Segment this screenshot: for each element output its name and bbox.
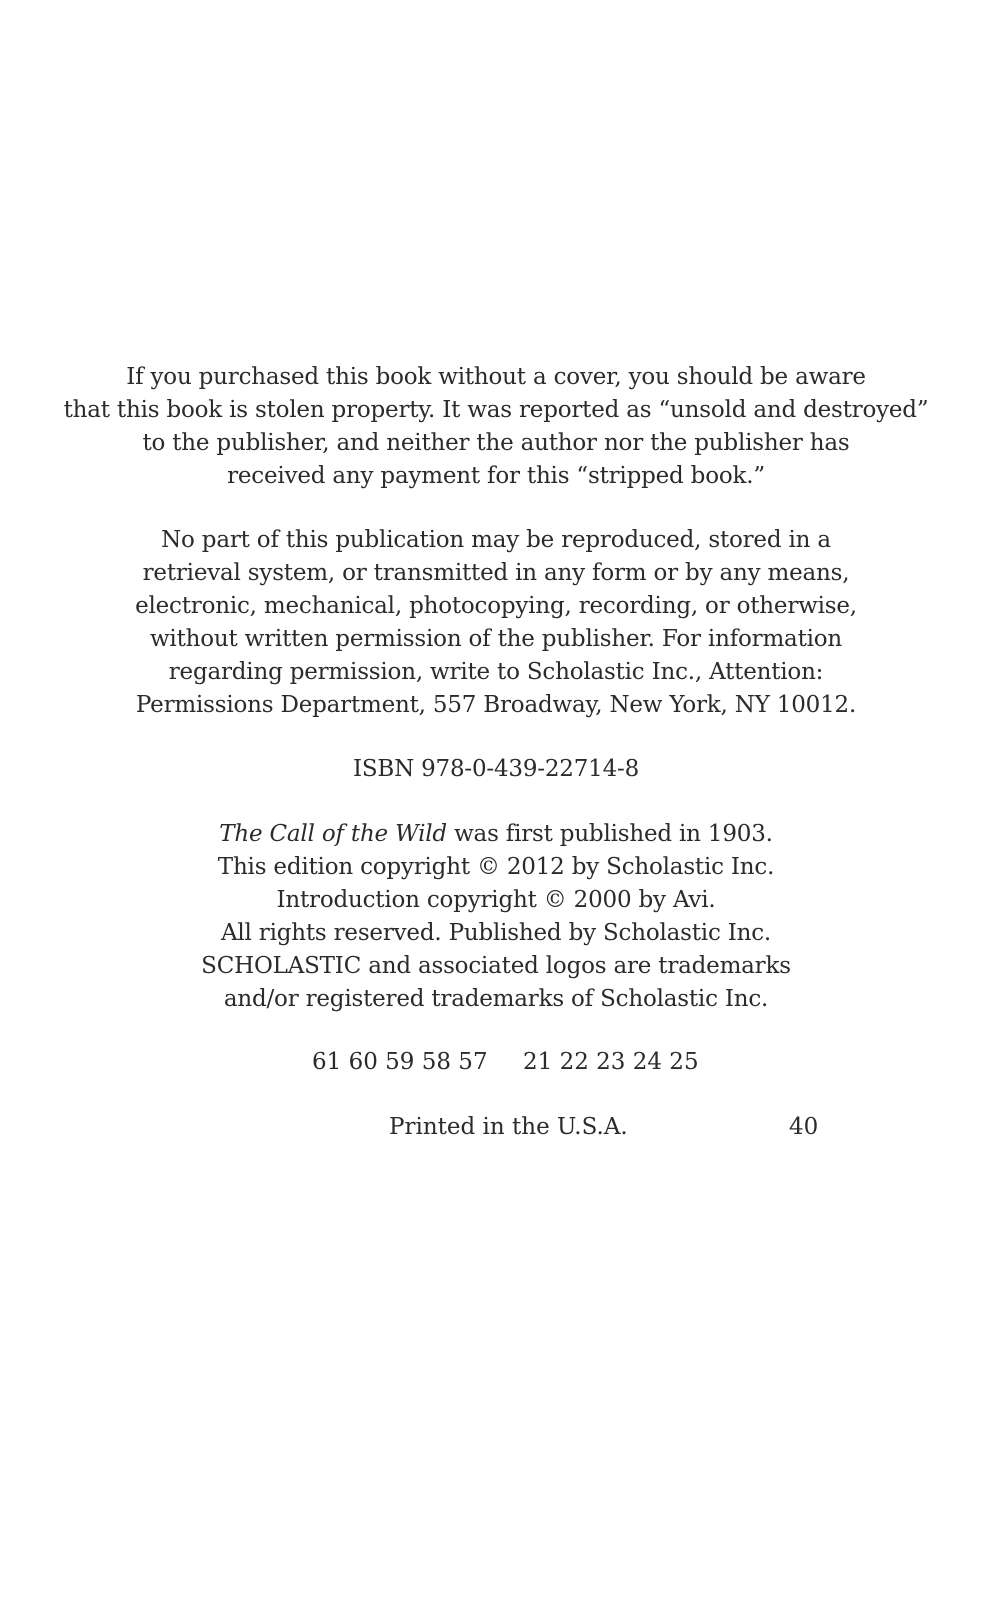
notice-line: received any payment for this “stripped book.”: [227, 463, 765, 489]
first-published-line: [0, 818, 992, 851]
rights-line: No part of this publication may be reproduced, stored in a: [161, 527, 831, 553]
book-title: The Call of the Wild: [219, 821, 447, 847]
plant-code: 40: [789, 1114, 819, 1140]
notice-line: If you purchased this book without a cover, you should be aware: [126, 364, 866, 390]
copyright-line: All rights reserved. Published by Scholastic Inc.: [220, 920, 772, 946]
rights-line: regarding permission, write to Scholastic Inc., Attention:: [168, 659, 824, 685]
notice-line: to the publisher, and neither the author nor the publisher has: [142, 430, 850, 456]
copyright-line: Introduction copyright © 2000 by Avi.: [276, 887, 716, 913]
copyright-line: and/or registered trademarks of Scholastic Inc.: [223, 986, 769, 1012]
printed-in-text: Printed in the U.S.A.: [389, 1114, 628, 1140]
printing-numbers-right: 21 22 23 24 25: [523, 1049, 699, 1075]
isbn-number: ISBN 978-0-439-22714-8: [352, 756, 640, 782]
rights-line: without written permission of the publisher. For information: [149, 626, 843, 652]
isbn-block: [0, 753, 992, 786]
copyright-line: SCHOLASTIC and associated logos are trademarks: [201, 953, 791, 979]
rights-line: Permissions Department, 557 Broadway, New York, NY 10012.: [135, 692, 857, 718]
rights-line: electronic, mechanical, photocopying, recording, or otherwise,: [135, 593, 857, 619]
notice-line: that this book is stolen property. It was reported as “unsold and destroyed”: [63, 397, 929, 423]
first-published-text: was first published in 1903.: [446, 821, 773, 847]
stripped-book-notice: [0, 361, 992, 493]
copyright-line: This edition copyright © 2012 by Scholastic Inc.: [217, 854, 775, 880]
rights-notice: [0, 524, 992, 722]
copyright-block: [0, 818, 992, 1016]
printing-numbers-left: 61 60 59 58 57: [312, 1049, 488, 1075]
rights-line: retrieval system, or transmitted in any form or by any means,: [142, 560, 850, 586]
